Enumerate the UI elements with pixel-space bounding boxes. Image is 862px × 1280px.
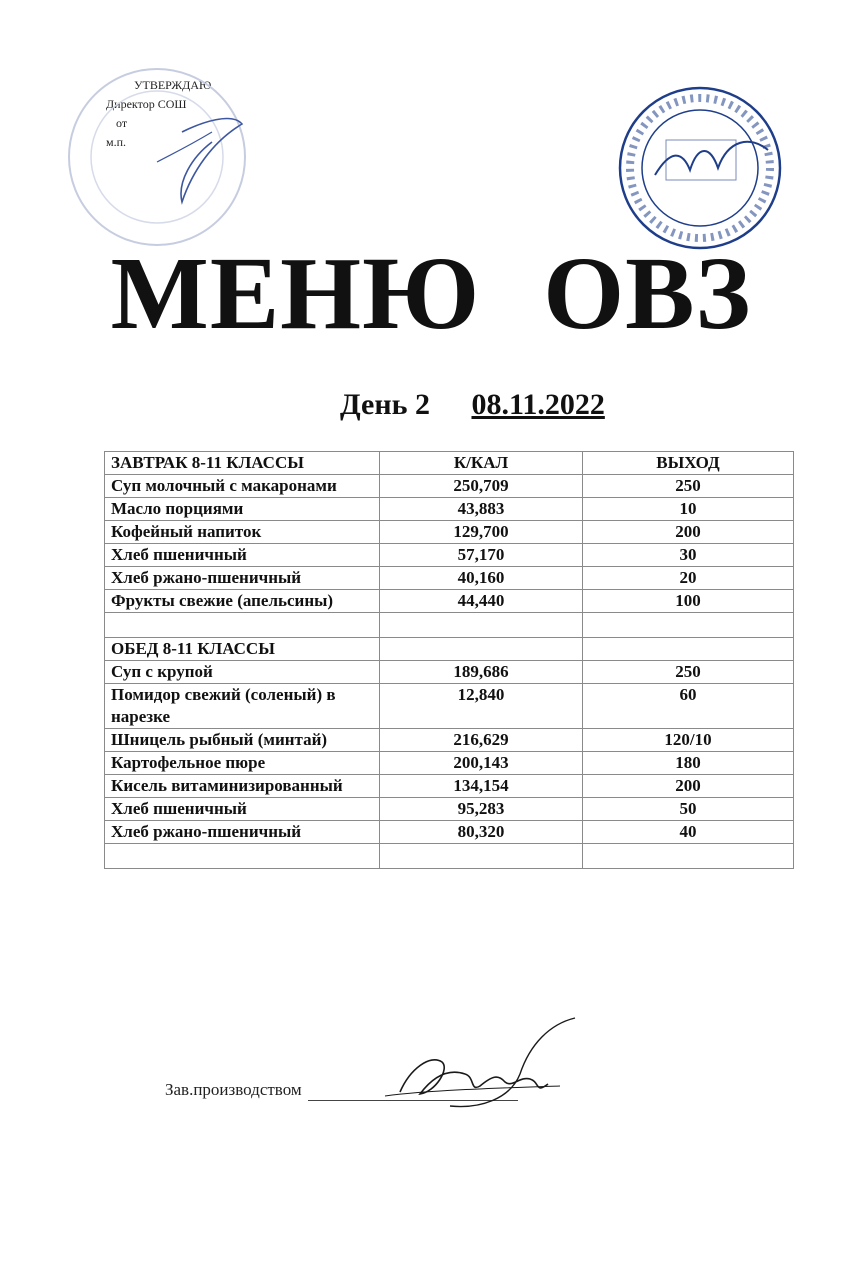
table-row xyxy=(105,684,794,729)
dish-name: Хлеб ржано-пшеничный xyxy=(105,821,380,844)
dish-kcal: 250,709 xyxy=(380,475,583,498)
title-word-ovz: ОВЗ xyxy=(543,236,752,351)
dish-yield: 250 xyxy=(583,475,794,498)
dish-yield: 30 xyxy=(583,544,794,567)
lunch-header-row xyxy=(105,638,794,661)
header-kcal: К/КАЛ xyxy=(380,452,583,475)
empty-cell xyxy=(583,613,794,638)
dish-yield: 200 xyxy=(583,521,794,544)
menu-table xyxy=(104,451,794,869)
signature-icon xyxy=(380,1014,580,1114)
dish-yield: 120/10 xyxy=(583,729,794,752)
approval-seal-label: м.п. xyxy=(106,135,127,149)
dish-name: Суп с крупой xyxy=(105,661,380,684)
dish-kcal: 43,883 xyxy=(380,498,583,521)
dish-name: Кофейный напиток xyxy=(105,521,380,544)
empty-cell xyxy=(380,638,583,661)
day-date: 08.11.2022 xyxy=(471,388,605,421)
dish-name: Хлеб пшеничный xyxy=(105,544,380,567)
empty-cell xyxy=(380,613,583,638)
dish-kcal: 134,154 xyxy=(380,775,583,798)
dish-name: Кисель витаминизированный xyxy=(105,775,380,798)
table-row xyxy=(105,475,794,498)
table-row xyxy=(105,590,794,613)
table-row xyxy=(105,729,794,752)
table-row xyxy=(105,752,794,775)
dish-name: Картофельное пюре xyxy=(105,752,380,775)
dish-name: Помидор свежий (соленый) в нарезке xyxy=(105,684,380,729)
dish-yield: 100 xyxy=(583,590,794,613)
empty-cell xyxy=(380,844,583,869)
dish-kcal: 57,170 xyxy=(380,544,583,567)
table-row xyxy=(105,798,794,821)
table-row xyxy=(105,821,794,844)
dish-kcal: 129,700 xyxy=(380,521,583,544)
dish-kcal: 40,160 xyxy=(380,567,583,590)
dish-yield: 250 xyxy=(583,661,794,684)
dish-kcal: 80,320 xyxy=(380,821,583,844)
table-row xyxy=(105,661,794,684)
empty-cell xyxy=(105,613,380,638)
empty-row xyxy=(105,844,794,869)
dish-kcal: 44,440 xyxy=(380,590,583,613)
table-row xyxy=(105,498,794,521)
table-row xyxy=(105,567,794,590)
dish-name: Хлеб ржано-пшеничный xyxy=(105,567,380,590)
dish-kcal: 216,629 xyxy=(380,729,583,752)
left-stamp-icon xyxy=(62,62,262,262)
empty-cell xyxy=(105,844,380,869)
round-stamp-icon xyxy=(610,80,790,260)
table-row xyxy=(105,775,794,798)
empty-cell xyxy=(583,638,794,661)
dish-kcal: 12,840 xyxy=(380,684,583,729)
dish-kcal: 189,686 xyxy=(380,661,583,684)
page-title xyxy=(0,234,862,354)
day-label: День 2 xyxy=(340,388,430,421)
empty-cell xyxy=(583,844,794,869)
dish-yield: 20 xyxy=(583,567,794,590)
dish-yield: 10 xyxy=(583,498,794,521)
empty-row xyxy=(105,613,794,638)
dish-yield: 200 xyxy=(583,775,794,798)
dish-yield: 60 xyxy=(583,684,794,729)
day-line xyxy=(340,388,605,422)
dish-yield: 180 xyxy=(583,752,794,775)
dish-yield: 40 xyxy=(583,821,794,844)
approval-from: от xyxy=(116,116,128,130)
approval-position: Директор СОШ xyxy=(106,97,187,111)
dish-name: Суп молочный с макаронами xyxy=(105,475,380,498)
header-breakfast: ЗАВТРАК 8-11 КЛАССЫ xyxy=(105,452,380,475)
dish-name: Фрукты свежие (апельсины) xyxy=(105,590,380,613)
dish-kcal: 200,143 xyxy=(380,752,583,775)
table-row xyxy=(105,544,794,567)
dish-name: Хлеб пшеничный xyxy=(105,798,380,821)
dish-name: Шницель рыбный (минтай) xyxy=(105,729,380,752)
header-lunch: ОБЕД 8-11 КЛАССЫ xyxy=(105,638,380,661)
approval-heading: УТВЕРЖДАЮ xyxy=(134,78,212,92)
title-word-menu: МЕНЮ xyxy=(110,236,481,351)
table-row xyxy=(105,521,794,544)
footer-label: Зав.производством xyxy=(165,1080,302,1099)
dish-name: Масло порциями xyxy=(105,498,380,521)
dish-kcal: 95,283 xyxy=(380,798,583,821)
header-yield: ВЫХОД xyxy=(583,452,794,475)
dish-yield: 50 xyxy=(583,798,794,821)
table-header-row xyxy=(105,452,794,475)
